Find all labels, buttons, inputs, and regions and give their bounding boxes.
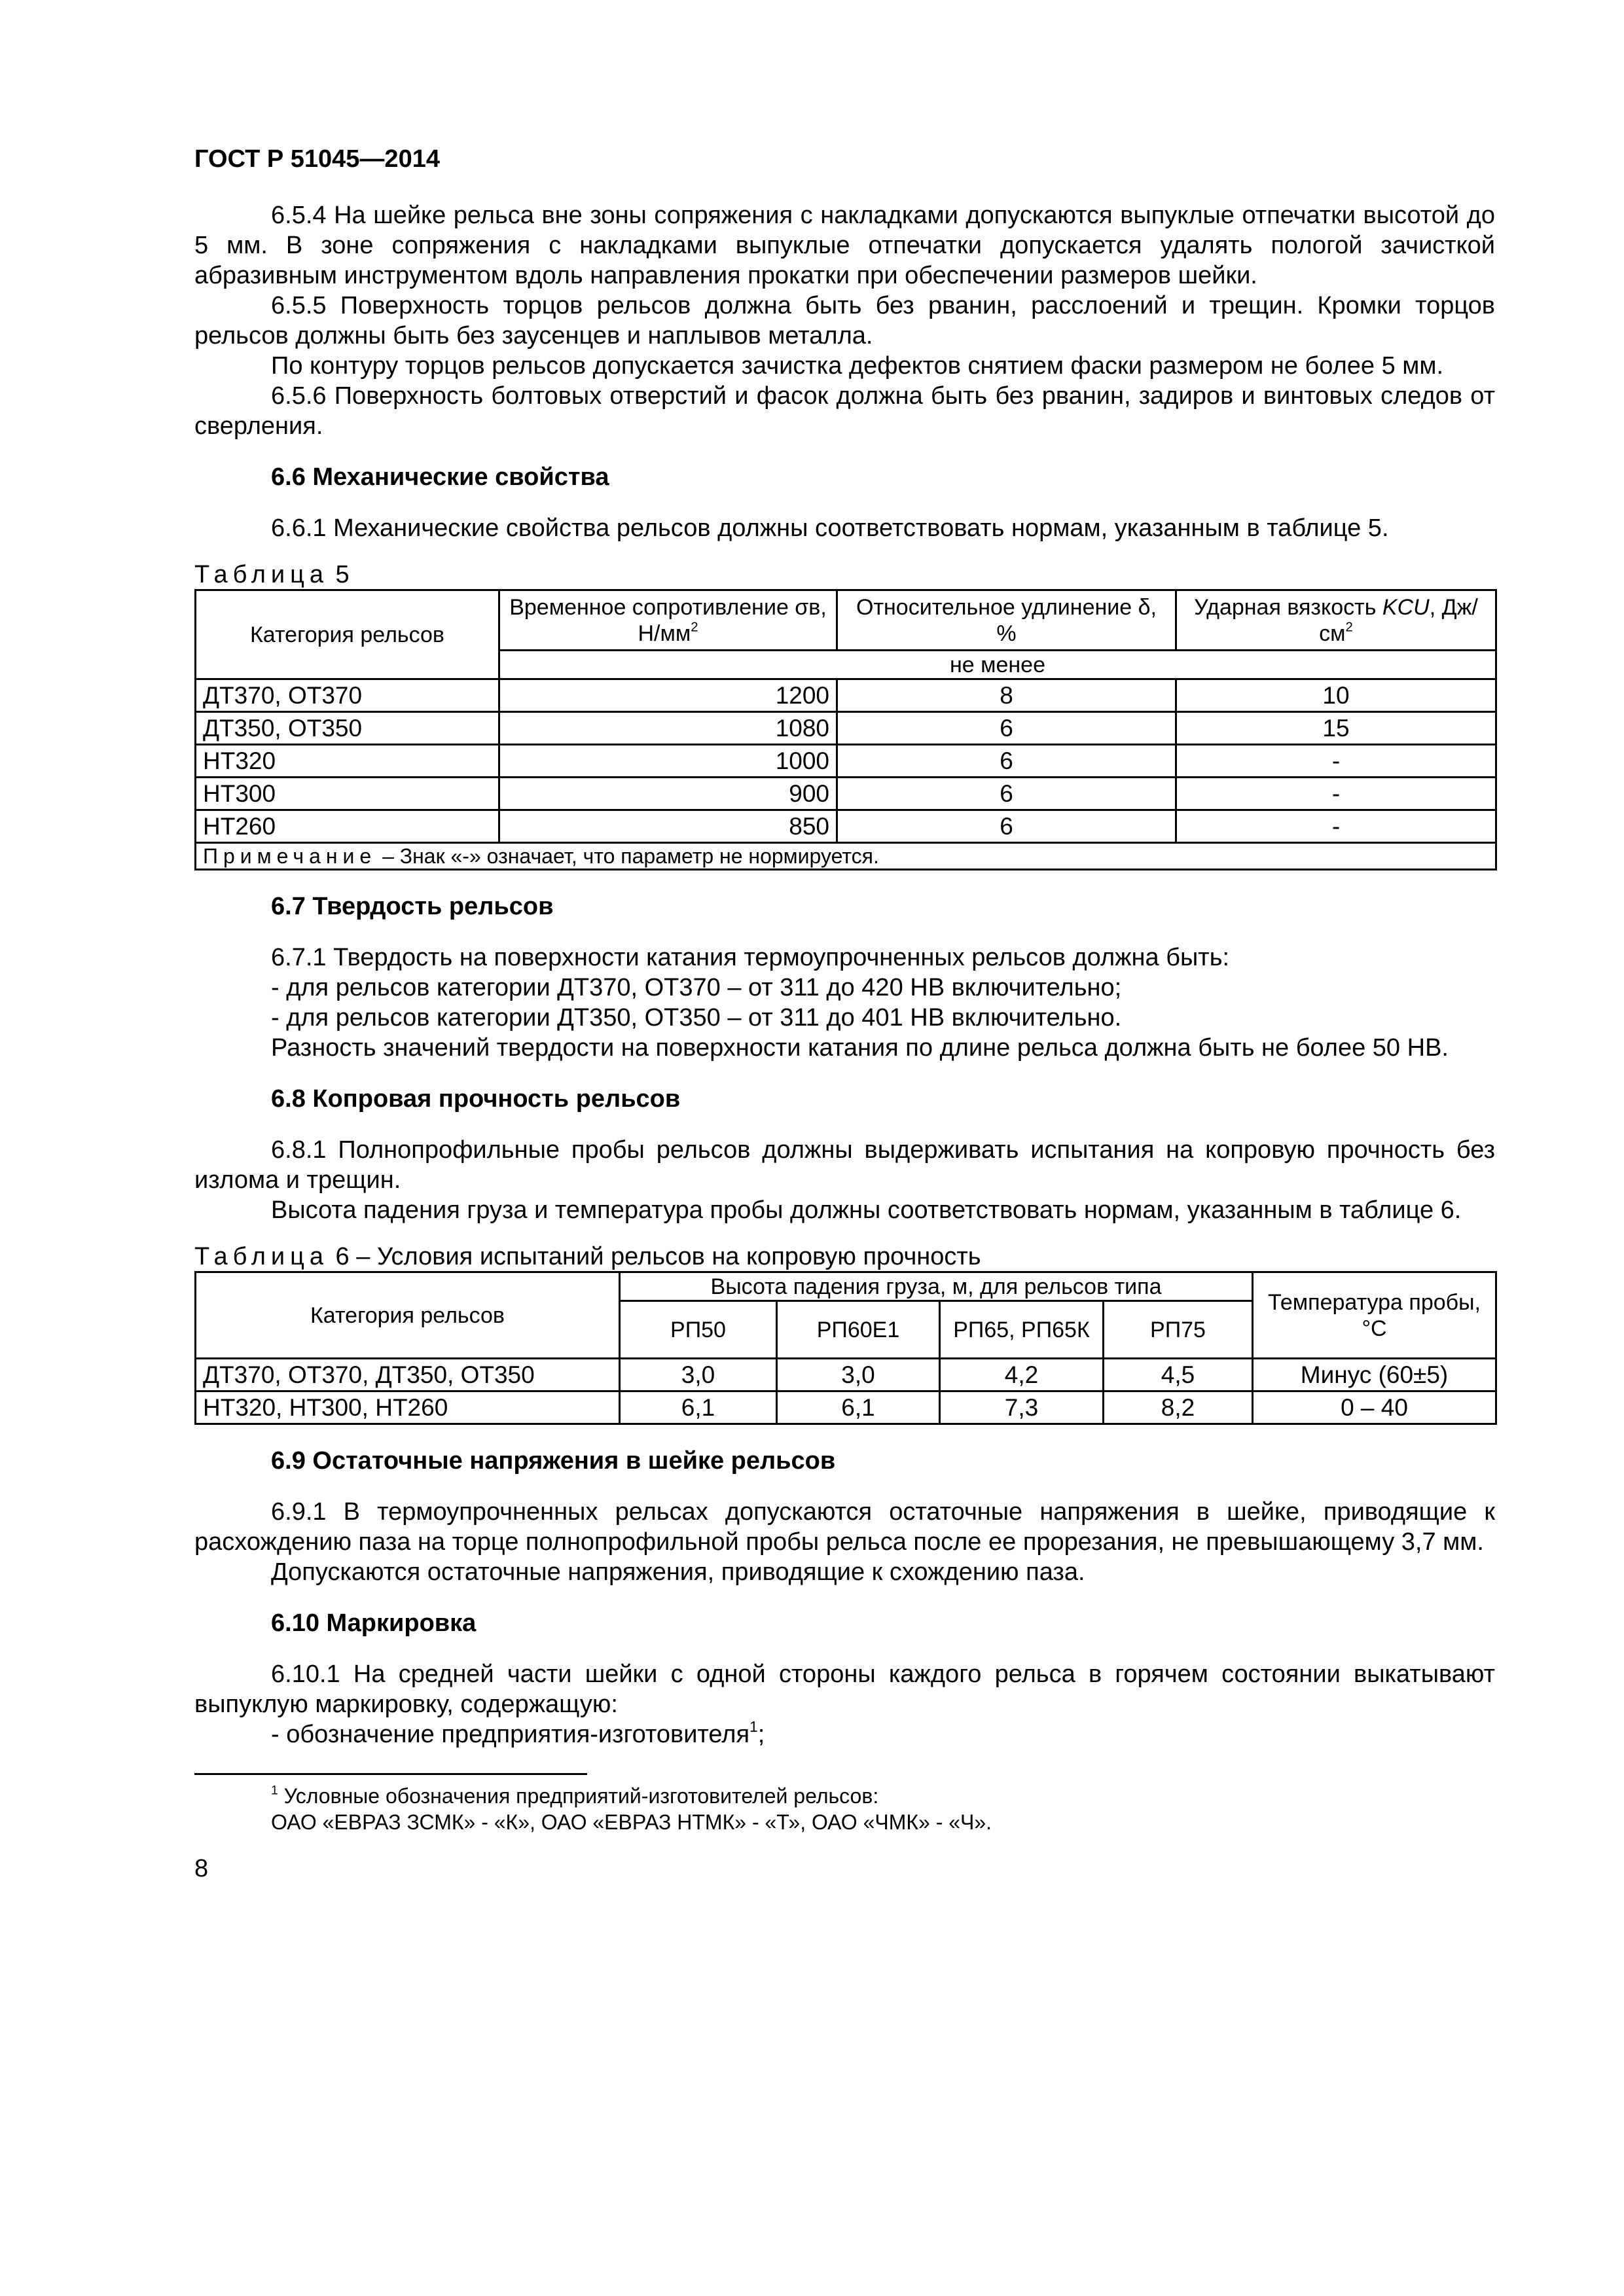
table-5-header-impact: Ударная вязкость KCU, $Дж/см^2$ — [1176, 590, 1496, 651]
table-row — [196, 745, 1496, 778]
table-cell: 0 – 40 — [1253, 1391, 1496, 1424]
footnote-reference[interactable]: 1 — [749, 1718, 758, 1736]
table-6-header-type: РП65, РП65К — [940, 1301, 1104, 1359]
table-cell: Минус (60±5) — [1253, 1359, 1496, 1391]
table-cell: НТ260 — [196, 810, 499, 843]
document-header: ГОСТ Р 51045—2014 — [194, 145, 440, 173]
table-cell: 6 — [837, 810, 1176, 843]
footnote-1-details: ОАО «ЕВРАЗ ЗСМК» - «К», ОАО «ЕВРАЗ НТМК» - «Т», ОАО «ЧМК» - «Ч». — [271, 1810, 992, 1834]
paragraph-6-10-1-a: - обозначение предприятия-изготовителя$^1$; — [271, 1718, 765, 1748]
table-6-drop-test-conditions — [194, 1271, 1497, 1425]
table-cell: 3,0 — [620, 1359, 777, 1391]
table-cell: ДТ370, ОТ370, ДТ350, ОТ350 — [196, 1359, 620, 1391]
table-row — [196, 810, 1496, 843]
table-cell: - — [1176, 810, 1496, 843]
table-5-caption-number: 5 — [329, 561, 350, 588]
paragraph-6-8-1: 6.8.1 Полнопрофильные пробы рельсов должны выдерживать испытания на копровую прочность без излома и трещин. — [194, 1136, 1495, 1194]
table-cell: 1200 — [499, 679, 837, 712]
table-cell: НТ300 — [196, 778, 499, 810]
section-heading-6-9: 6.9 Остаточные напряжения в шейке рельсов — [271, 1447, 836, 1475]
table-cell: - — [1176, 778, 1496, 810]
table-cell: ДТ350, ОТ350 — [196, 712, 499, 745]
paragraph-6-8-1-b: Высота падения груза и температура пробы должны соответствовать нормам, указанным в таблице 6. — [271, 1196, 1462, 1224]
table-row — [196, 712, 1496, 745]
document-page — [194, 144, 1495, 2238]
table-6-caption — [194, 1242, 1495, 1271]
paragraph-6-5-6: 6.5.6 Поверхность болтовых отверстий и фасок должна быть без рванин, задиров и винтовых следов от сверления. — [194, 382, 1495, 440]
table-cell: - — [1176, 745, 1496, 778]
footnote-1: $^1$ Условные обозначения предприятий-изготовителей рельсов: — [271, 1784, 879, 1808]
paragraph-6-5-5: 6.5.5 Поверхность торцов рельсов должна быть без рванин, расслоений и трещин. Кромки торцов рельсов должны быть без заусенцев и наплывов металла. — [194, 292, 1495, 350]
table-cell: 6 — [837, 745, 1176, 778]
table-cell: 8 — [837, 679, 1176, 712]
table-cell: 8,2 — [1104, 1391, 1253, 1424]
paragraph-6-7-1-b: - для рельсов категории ДТ350, ОТ350 – от 311 до 401 НВ включительно. — [271, 1004, 1122, 1031]
paragraph-6-5-4: 6.5.4 На шейке рельса вне зоны сопряжения с накладками допускаются выпуклые отпечатки высотой до 5 мм. В зоне сопряжения с накладками выпуклые отпечатки допускается удалять пологой зачисткой абразивным инструментом вдоль направления прокатки при обеспечении размеров шейки. — [194, 202, 1495, 289]
table-6-caption-text: 6 – Условия испытаний рельсов на копровую прочность — [329, 1243, 981, 1270]
table-cell: 4,2 — [940, 1359, 1104, 1391]
table-5-caption-word: Таблица — [194, 561, 329, 588]
table-cell: 3,0 — [777, 1359, 940, 1391]
table-cell: ДТ370, ОТ370 — [196, 679, 499, 712]
table-row — [196, 778, 1496, 810]
table-6-header-category: Категория рельсов — [196, 1272, 620, 1359]
table-cell: 7,3 — [940, 1391, 1104, 1424]
table-cell: 1080 — [499, 712, 837, 745]
paragraph-6-10-1: 6.10.1 На средней части шейки с одной стороны каждого рельса в горячем состоянии выкатывают выпуклую маркировку, содержащую: — [194, 1660, 1495, 1718]
table-cell: 850 — [499, 810, 837, 843]
table-6-header-type: РП60Е1 — [777, 1301, 940, 1359]
paragraph-6-9-1-b: Допускаются остаточные напряжения, приводящие к схождению паза. — [271, 1558, 1085, 1586]
table-cell: НТ320 — [196, 745, 499, 778]
table-5-header-min: не менее — [499, 651, 1496, 679]
paragraph-6-5-5-b: По контуру торцов рельсов допускается зачистка дефектов снятием фаски размером не более 5 мм. — [271, 352, 1444, 380]
table-cell: 6 — [837, 778, 1176, 810]
table-5-note: Примечание – Знак «-» означает, что параметр не нормируется. — [196, 843, 1496, 870]
table-6-header-type: РП75 — [1104, 1301, 1253, 1359]
section-heading-6-8: 6.8 Копровая прочность рельсов — [271, 1085, 681, 1113]
table-6-header-temperature: Температура пробы, °С — [1253, 1272, 1496, 1359]
table-cell: 6,1 — [620, 1391, 777, 1424]
table-5-header-strength: Временное сопротивление σв, $Н/мм^2$ — [499, 590, 837, 651]
paragraph-6-9-1: 6.9.1 В термоупрочненных рельсах допускаются остаточные напряжения в шейке, приводящие к расхождению паза на торце полнопрофильной пробы рельса после ее прорезания, не превышающему 3,7 мм. — [194, 1498, 1495, 1556]
table-row — [196, 1359, 1496, 1391]
table-cell: 6,1 — [777, 1391, 940, 1424]
table-5-header-elongation: Относительное удлинение δ, % — [837, 590, 1176, 651]
table-6-caption-word: Таблица — [194, 1243, 329, 1270]
paragraph-6-7-1: 6.7.1 Твердость на поверхности катания термоупрочненных рельсов должна быть: — [271, 944, 1230, 971]
table-5-header-category: Категория рельсов — [196, 590, 499, 679]
table-cell: 6 — [837, 712, 1176, 745]
section-heading-6-7: 6.7 Твердость рельсов — [271, 893, 554, 920]
table-cell: НТ320, НТ300, НТ260 — [196, 1391, 620, 1424]
paragraph-6-6-1: 6.6.1 Механические свойства рельсов должны соответствовать нормам, указанным в таблице 5. — [271, 514, 1389, 542]
section-heading-6-10: 6.10 Маркировка — [271, 1609, 477, 1637]
paragraph-6-7-1-c: Разность значений твердости на поверхности катания по длине рельса должна быть не более 50 НВ. — [271, 1034, 1449, 1062]
table-cell: 900 — [499, 778, 837, 810]
table-cell: 10 — [1176, 679, 1496, 712]
table-6-header-type: РП50 — [620, 1301, 777, 1359]
table-5-caption — [194, 560, 1495, 589]
table-6-header-height: Высота падения груза, м, для рельсов типа — [620, 1272, 1253, 1301]
page-number: 8 — [194, 1855, 209, 1882]
table-row — [196, 679, 1496, 712]
table-cell: 15 — [1176, 712, 1496, 745]
table-row — [196, 1391, 1496, 1424]
section-heading-6-6: 6.6 Механические свойства — [271, 463, 609, 491]
table-cell: 4,5 — [1104, 1359, 1253, 1391]
table-5-mechanical-properties — [194, 589, 1497, 870]
paragraph-6-7-1-a: - для рельсов категории ДТ370, ОТ370 – от 311 до 420 НВ включительно; — [271, 974, 1122, 1001]
footnote-divider — [194, 1773, 587, 1775]
table-cell: 1000 — [499, 745, 837, 778]
